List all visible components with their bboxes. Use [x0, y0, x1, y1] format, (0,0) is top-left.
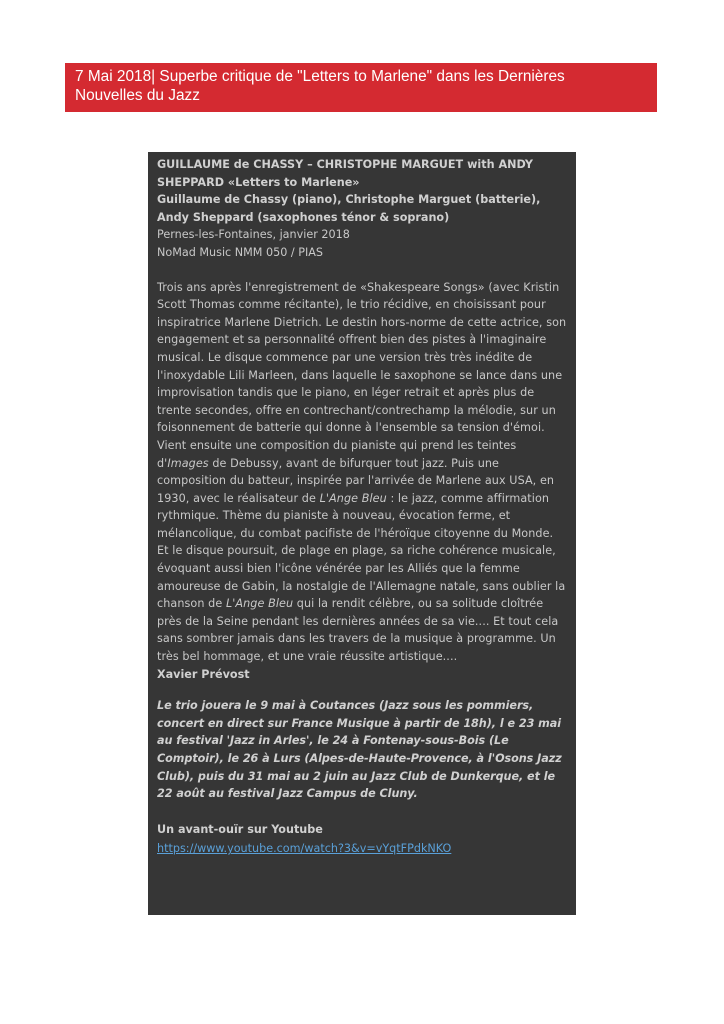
musicians-line: Guillaume de Chassy (piano), Christophe Marguet (batterie), Andy Sheppard (saxophones ténor & soprano): [157, 193, 541, 224]
review-text-part-1: Trois ans après l'enregistrement de «Shakespeare Songs» (avec Kristin Scott Thomas comme récitante), le trio récidive, en choisissant pour inspiratrice Marlene Dietrich. Le destin hors-norme de cette actrice, son engagement et sa personnalité offrent bien des pistes à l'imaginaire musical. Le disque commence par une version très très inédite de l'inoxydable Lili Marleen, dans laquelle le saxophone se lance dans une improvisation tandis que le piano, en léger retrait et après plus de trente secondes, offre en contrechant/contrechamp la mélodie, sur un foisonnement de batterie qui donne à l'ensemble sa tension d'émoi. Vient ensuite une composition du pianiste qui prend les teintes d': [157, 280, 567, 470]
record-label: NoMad Music NMM 050 / PIAS: [157, 245, 324, 259]
review-body: [157, 279, 567, 666]
review-text-part-4: qui la rendit célèbre, ou sa solitude cloîtrée près de la Seine pendant les dernières années de sa vie.... Et tout cela sans sombrer jamais dans les travers de la musique à programme. Un très bel hommage, et une vraie réussite artistique....: [157, 597, 559, 664]
recording-location-date: Pernes-les-Fontaines, janvier 2018: [157, 228, 350, 242]
banner-line-1: 7 Mai 2018| Superbe critique de "Letters to Marlene" dans les Dernières: [75, 68, 565, 85]
concert-dates: Le trio jouera le 9 mai à Coutances (Jazz sous les pommiers, concert en direct sur France Musique à partir de 18h), l e 23 mai au festival 'Jazz in Arles', le 24 à Fontenay-sous-Bois (Le Comptoir), le 26 à Lurs (Alpes-de-Haute-Provence, à l'Osons Jazz Club), puis du 31 mai au 2 juin au Jazz Club de Dunkerque, et le 22 août au festival Jazz Campus de Cluny.: [157, 699, 562, 801]
review-text-part-3: : le jazz, comme affirmation rythmique. Thème du pianiste à nouveau, évocation ferme, et mélancolique, du combat pacifiste de l'héroïque citoyenne du Monde. Et le disque poursuit, de plage en plage, sa riche cohérence musicale, évoquant aussi bien l'icône vénérée par les Alliés que la femme amoureuse de Gabin, la nostalgie de l'Allemagne natale, sans oublier la chanson de: [157, 491, 566, 611]
youtube-heading: Un avant-ouïr sur Youtube: [157, 822, 323, 836]
youtube-link[interactable]: https://www.youtube.com/watch?3&v=vYqtFPdkNKO: [157, 842, 452, 856]
article-card: [148, 152, 576, 915]
banner-line-2: Nouvelles du Jazz: [75, 87, 200, 104]
review-text-part-2: de Debussy, avant de bifurquer tout jazz. Puis une composition du batteur, inspirée par l'arrivée de Marlene aux USA, en 1930, avec le réalisateur de: [157, 456, 555, 505]
header-banner: [65, 63, 657, 112]
album-title: GUILLAUME de CHASSY – CHRISTOPHE MARGUET with ANDY SHEPPARD «Letters to Marlene»: [157, 158, 534, 189]
review-italic-ange-bleu-2: L'Ange Bleu: [225, 597, 294, 611]
review-italic-images: Images: [167, 456, 209, 470]
review-author: Xavier Prévost: [157, 667, 250, 681]
review-italic-ange-bleu-1: L'Ange Bleu: [319, 491, 387, 505]
